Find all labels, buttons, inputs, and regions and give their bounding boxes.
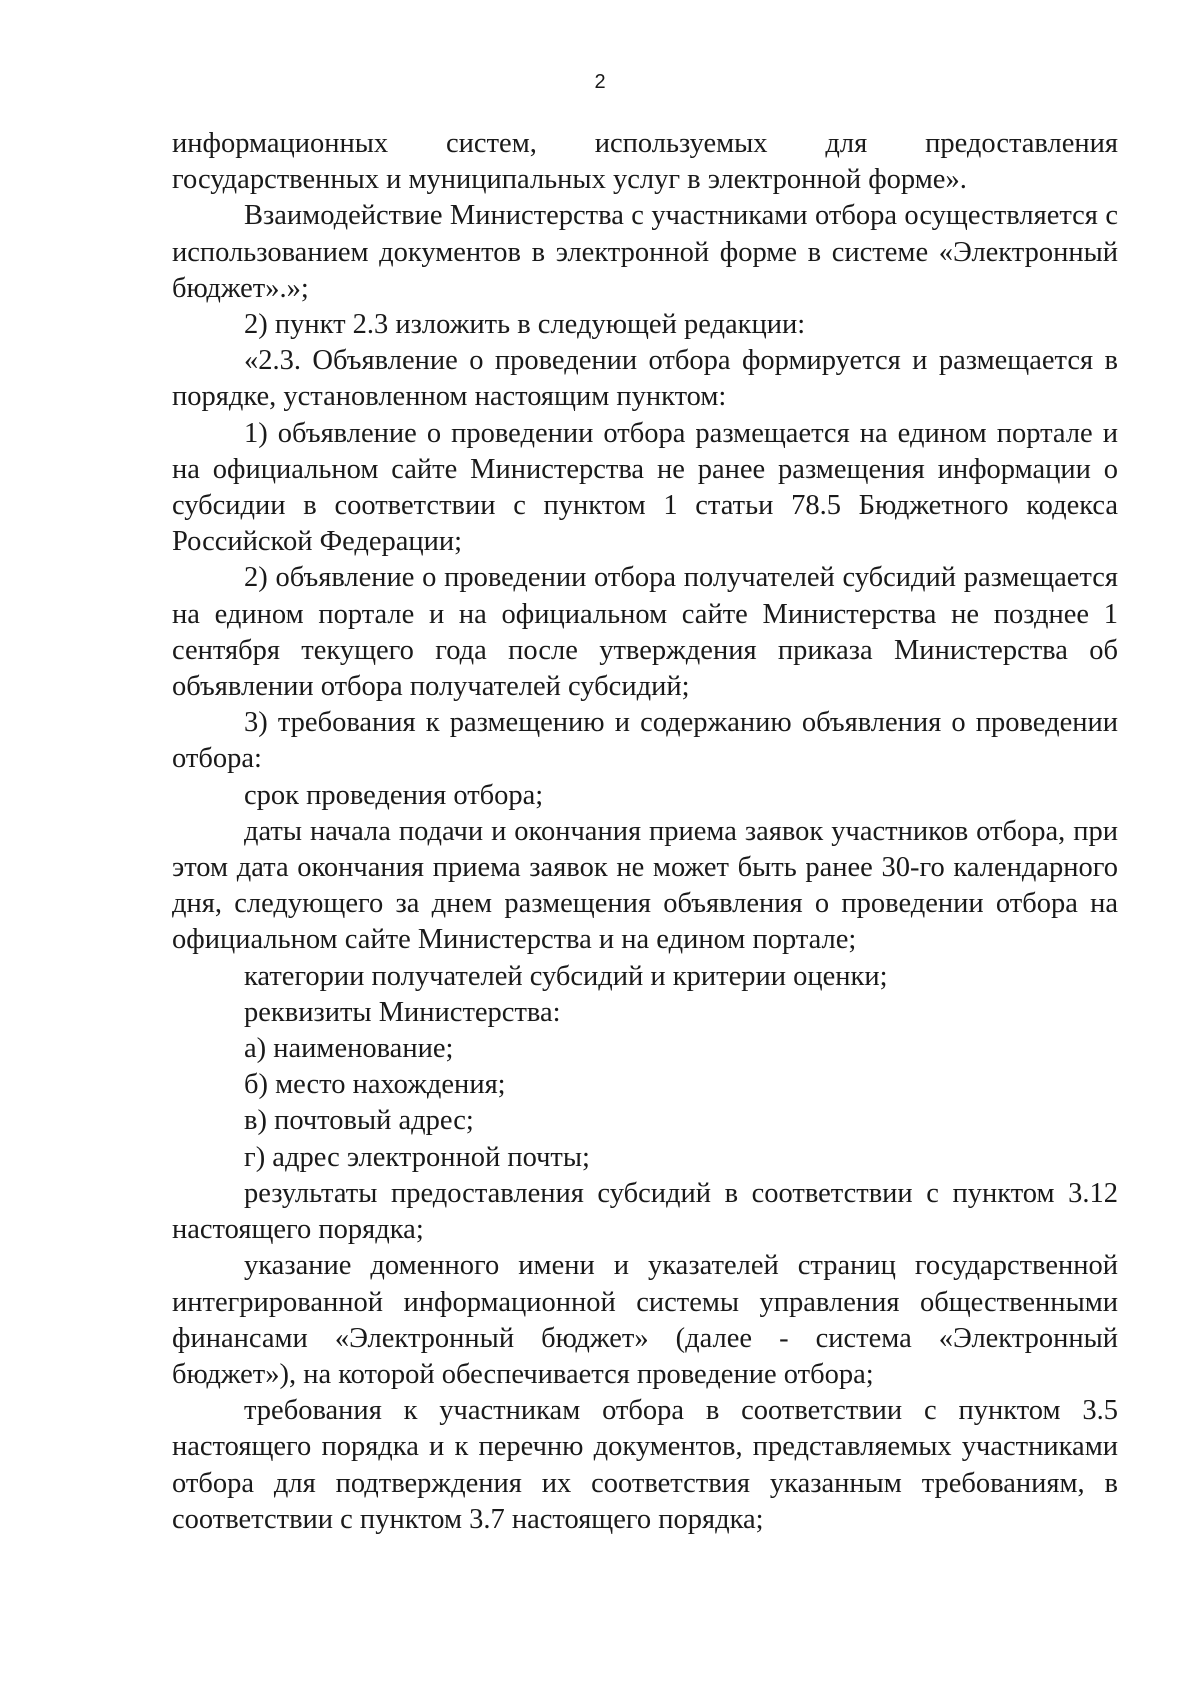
list-item-email: г) адрес электронной почты; xyxy=(244,1141,590,1173)
list-item-requirements: требования к участникам отбора в соответствии с пунктом 3.5 настоящего порядка и к перечню документов, представляемых участниками отбора для подтверждения их соответствия указанным требованиям, в соответствии с пунктом 3.7 настоящего порядка; xyxy=(172,1395,1118,1535)
list-item-domain: указание доменного имени и указателей страниц государственной интегрированной информационной системы управления общественными финансами «Электронный бюджет» (далее - система «Электронный бюджет»), на которой обеспечивается проведение отбора; xyxy=(172,1250,1118,1390)
paragraph-item-1: 1) объявление о проведении отбора размещается на едином портале и на официальном сайте Министерства не ранее размещения информации о субсидии в соответствии с пунктом 1 статьи 78.5 Бюджетного кодекса Российской Федерации; xyxy=(172,417,1118,558)
list-item-term: срок проведения отбора; xyxy=(244,779,544,811)
list-item-location: б) место нахождения; xyxy=(244,1069,506,1101)
list-item-dates: даты начала подачи и окончания приема заявок участников отбора, при этом дата окончания приема заявок не может быть ранее 30-го календарного дня, следующего за днем размещения объявления о проведении отбора на официальном сайте Министерства и на едином портале; xyxy=(172,815,1118,956)
list-item-postal-address: в) почтовый адрес; xyxy=(244,1105,474,1137)
paragraph-item-3: 3) требования к размещению и содержанию объявления о проведении отбора: xyxy=(172,707,1118,775)
paragraph-amendment-2: 2) пункт 2.3 изложить в следующей редакции: xyxy=(244,309,806,341)
paragraph-continuation: информационных систем, используемых для предоставления государственных и муниципальных услуг в электронной форме». xyxy=(172,128,1118,196)
list-item-requisites: реквизиты Министерства: xyxy=(244,996,561,1028)
paragraph-clause-2-3: «2.3. Объявление о проведении отбора формируется и размещается в порядке, установленном настоящим пунктом: xyxy=(172,345,1118,413)
paragraph-interaction: Взаимодействие Министерства с участниками отбора осуществляется с использованием документов в электронной форме в системе «Электронный бюджет».»; xyxy=(172,200,1118,304)
list-item-results: результаты предоставления субсидий в соответствии с пунктом 3.12 настоящего порядка; xyxy=(172,1177,1118,1246)
paragraph-item-2: 2) объявление о проведении отбора получателей субсидий размещается на едином портале и на официальном сайте Министерства не позднее 1 сентября текущего года после утверждения приказа Министерства об объявлении отбора получателей субсидий; xyxy=(172,562,1118,703)
document-body xyxy=(172,126,1118,1538)
list-item-name: а) наименование; xyxy=(244,1033,454,1065)
page-number: 2 xyxy=(594,71,606,93)
list-item-categories: категории получателей субсидий и критерии оценки; xyxy=(244,960,888,992)
